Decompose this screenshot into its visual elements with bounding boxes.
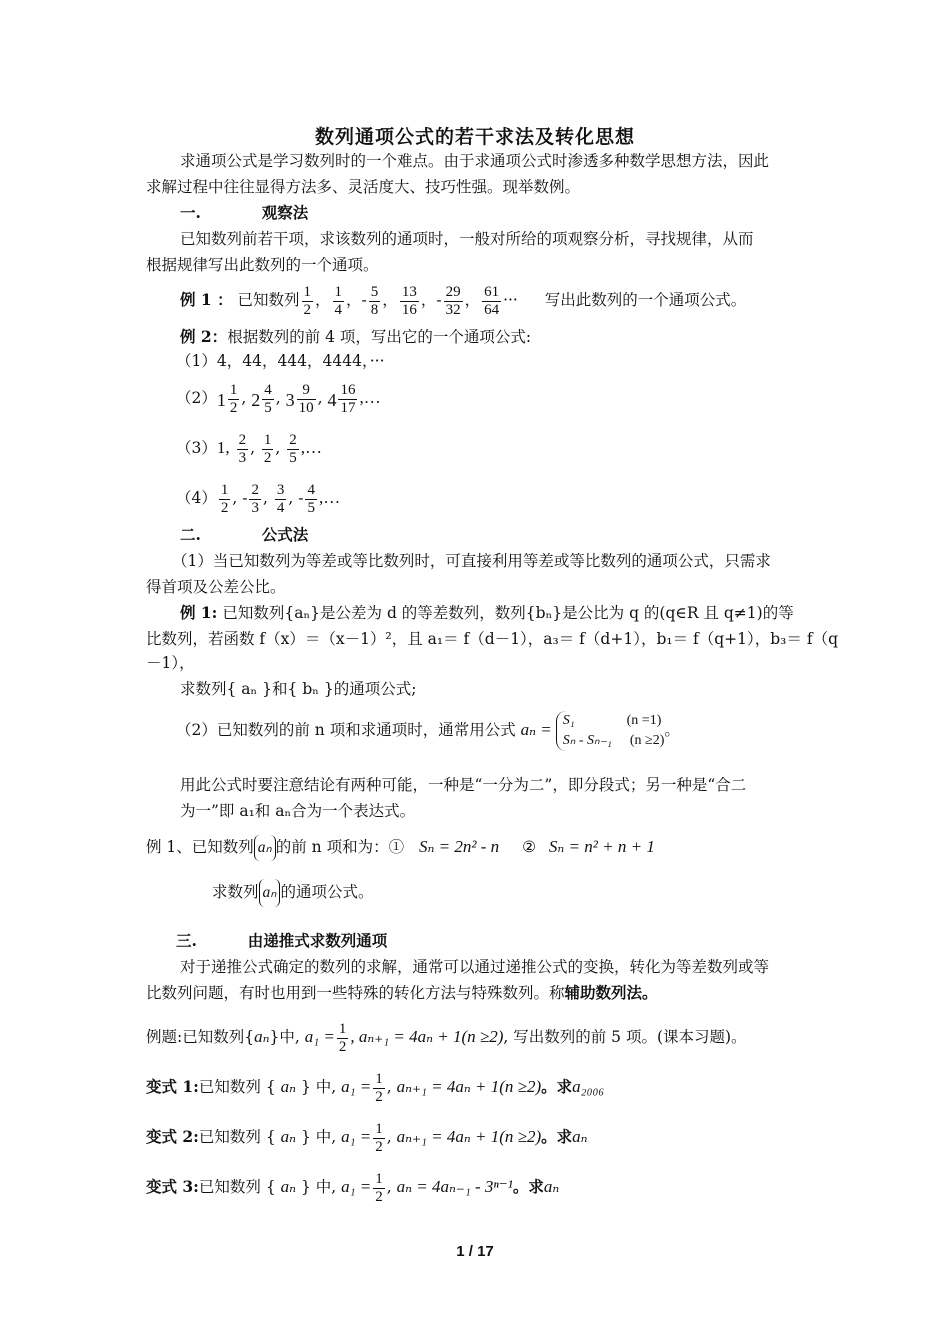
- fraction: $\frac{5}{8}$: [370, 283, 379, 318]
- formula-intro: （2）已知数列的前 n 项和求通项时，通常用公式: [176, 721, 516, 739]
- variant-label: 变式 1:: [146, 1077, 199, 1096]
- s2-example-1-line-1: [180, 602, 794, 624]
- section-2-title: 公式法: [261, 525, 309, 544]
- question-3: （3）1, $\frac{2}{3}$ , $\frac{1}{2}$ , $\frac{2}{5}$ ,…: [176, 431, 323, 466]
- question-2: （2）1 $\frac{1}{2}$ , 2 $\frac{4}{5}$ , 3 $\frac{9}{10}$ , 4 $\frac{16}{17}$ ,…: [176, 382, 381, 417]
- s2-paragraph-5: 为一”即 a₁和 aₙ合为一个表达式。: [180, 802, 416, 820]
- question-4: （4） $\frac{1}{2}$ , - $\frac{2}{3}$ , $\frac{3}{4}$ , - $\frac{4}{5}$ ,…: [176, 481, 341, 516]
- section-2-number: 二.: [180, 525, 201, 544]
- s3-example: 例题:已知数列{aₙ}中, a₁ = $\frac{1}{2}$ , aₙ₊₁ = 4aₙ + 1(n ≥2), 写出数列的前 5 项。(课本习题)。: [146, 1020, 747, 1055]
- example-text: 已知数列{aₙ}是公差为 d 的等差数列，数列{bₙ}是公比为 q 的(q∈R 且 q≠1)的等: [222, 604, 794, 622]
- fraction: $\frac{1}{2}$: [303, 283, 312, 318]
- s3-paragraph-1: 对于递推公式确定的数列的求解，通常可以通过递推公式的变换，转化为等差数列或等: [180, 958, 770, 976]
- formula-1: Sₙ = 2n² - n: [419, 837, 500, 856]
- example-label: 例 2：: [180, 327, 228, 346]
- variant-label: 变式 2:: [146, 1127, 199, 1146]
- variant-1: 变式 1:已知数列 { aₙ } 中, a₁ = $\frac{1}{2}$ , aₙ₊₁ = 4aₙ + 1(n ≥2)。求a₂₀₀₆: [146, 1070, 605, 1105]
- intro-line-1: 求通项公式是学习数列时的一个难点。由于求通项公式时渗透多种数学思想方法，因此: [180, 152, 770, 170]
- s2-formula-paragraph: （2）已知数列的前 n 项和求通项时，通常用公式 aₙ = S₁ (n =1) Sₙ - Sₙ₋₁ (n ≥2) 。: [176, 708, 680, 752]
- s2-example-1-line-4: 求数列{ aₙ }和{ bₙ }的通项公式;: [180, 680, 417, 698]
- fraction: $\frac{61}{64}$: [484, 283, 500, 318]
- section-1-heading: [180, 202, 308, 224]
- sequence-set: aₙ: [254, 835, 276, 861]
- example-text: 已知数列: [237, 291, 300, 309]
- variant-3: 变式 3:已知数列 { aₙ } 中, a₁ = $\frac{1}{2}$ , aₙ = 4aₙ₋₁ - 3ⁿ⁻¹。求aₙ: [146, 1170, 560, 1205]
- section-3-title: 由递推式求数列通项: [247, 931, 388, 950]
- section-3-number: 三.: [176, 931, 197, 950]
- section-1-title: 观察法: [261, 203, 309, 222]
- s2-example-2-ask: 求数列 aₙ 的通项公式。: [212, 878, 373, 907]
- section-1-number: 一.: [180, 203, 201, 222]
- example-text: 根据数列的前 4 项，写出它的一个通项公式:: [227, 328, 532, 346]
- fraction: $\frac{1}{4}$: [334, 283, 343, 318]
- s2-paragraph-4: 用此公式时要注意结论有两种可能，一种是“一分为二”，即分段式；另一种是“合二: [180, 776, 747, 794]
- s1-paragraph-1: 已知数列前若干项，求该数列的通项时，一般对所给的项观察分析，寻找规律，从而: [180, 230, 754, 248]
- page-title: 数列通项公式的若干求法及转化思想: [314, 126, 635, 148]
- s1-paragraph-2: 根据规律写出此数列的一个通项。: [146, 256, 379, 274]
- s2-example-1-line-3: －1），: [146, 654, 195, 672]
- s3-paragraph-2: 比数列问题，有时也用到一些特殊的转化方法与特殊数列。称辅助数列法。: [146, 983, 658, 1002]
- s2-paragraph-2: 得首项及公差公比。: [146, 578, 286, 596]
- fraction: $\frac{29}{32}$: [445, 283, 461, 318]
- s2-paragraph-1: （1）当已知数列为等差或等比数列时，可直接利用等差或等比数列的通项公式，只需求: [172, 552, 771, 570]
- formula-2: Sₙ = n² + n + 1: [548, 837, 655, 856]
- s2-example-2: 例 1、已知数列 aₙ 的前 n 项和为：① Sₙ = 2n² - n ② Sₙ = n² + n + 1: [146, 834, 655, 861]
- variant-label: 变式 3:: [146, 1177, 199, 1196]
- s2-example-1-line-2: 比数列，若函数 f（x）＝（x－1）²，且 a₁＝ f（d－1），a₃＝ f（d+1），b₁＝ f（q+1），b₃＝ f（q: [146, 630, 838, 648]
- formula-lhs: aₙ =: [520, 720, 552, 739]
- piecewise-formula: S₁ (n =1) Sₙ - Sₙ₋₁ (n ≥2): [556, 711, 665, 751]
- example-label: 例 1 ：: [180, 290, 233, 309]
- s1-example-1: 例 1 ： 已知数列 $\frac{1}{2}$ ， $\frac{1}{4}$ ，- $\frac{5}{8}$ ， $\frac{13}{16}$ ，- $\frac{29}{32}$ ， $\frac{61}{64}$ ··· 写出此数列的一个通项公式。: [180, 283, 747, 318]
- page-number: 1 / 17: [456, 1243, 494, 1260]
- section-2-heading: [180, 524, 308, 546]
- variant-2: 变式 2:已知数列 { aₙ } 中, a₁ = $\frac{1}{2}$ , aₙ₊₁ = 4aₙ + 1(n ≥2)。求aₙ: [146, 1120, 588, 1155]
- fraction: $\frac{13}{16}$: [401, 283, 417, 318]
- s1-example-2: [180, 326, 531, 348]
- example-question: 写出此数列的一个通项公式。: [544, 291, 747, 309]
- section-3-heading: [176, 930, 387, 952]
- question-1: （1）4，44，444，4444，···: [176, 352, 385, 370]
- example-label: 例 1:: [180, 603, 218, 622]
- intro-line-2: 求解过程中往往显得方法多、灵活度大、技巧性强。现举数例。: [146, 178, 581, 196]
